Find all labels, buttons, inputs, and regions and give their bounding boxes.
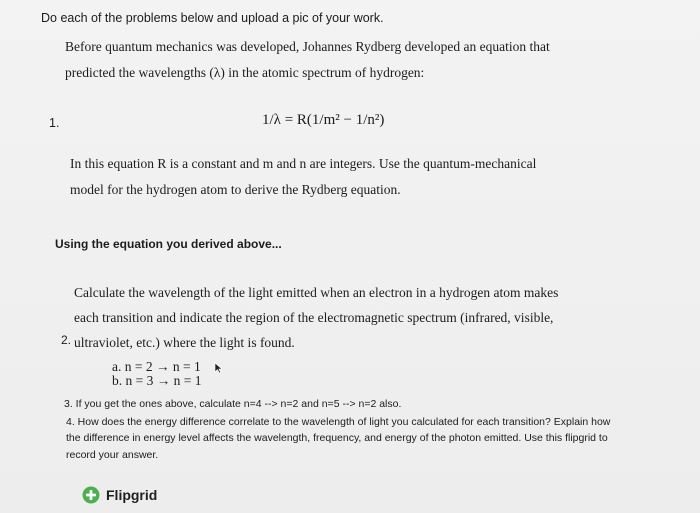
problem2-number: 2. <box>61 333 72 347</box>
problem4-line2: the difference in energy level affects the wavelength, frequency, and energy of the photon emitted. Use this flipgrid to <box>66 432 608 444</box>
problem1-body-line2: model for the hydrogen atom to derive the Rydberg equation. <box>70 182 401 197</box>
section-heading: Using the equation you derived above... <box>55 237 282 251</box>
problem2-line3: ultraviolet, etc.) where the light is found. <box>74 335 295 350</box>
problem4-line1: 4. How does the energy difference correlate to the wavelength of light you calculated for each transition? Explain how <box>66 416 611 428</box>
problem1-intro-line2: predicted the wavelengths (λ) in the atomic spectrum of hydrogen: <box>65 65 425 80</box>
transition-a: a. n = 2 → n = 1 <box>112 359 201 374</box>
flipgrid-label: Flipgrid <box>106 487 158 503</box>
problem2-line1: Calculate the wavelength of the light emitted when an electron in a hydrogen atom makes <box>74 285 559 300</box>
instructions-heading: Do each of the problems below and upload a pic of your work. <box>41 11 384 25</box>
problem4-line3: record your answer. <box>66 449 159 461</box>
problem3-text: 3. If you get the ones above, calculate n=4 --> n=2 and n=5 --> n=2 also. <box>64 398 402 410</box>
flipgrid-link[interactable] <box>82 486 157 504</box>
problem2-line2: each transition and indicate the region of the electromagnetic spectrum (infrared, visible, <box>74 310 554 325</box>
rydberg-equation: 1/λ = R(1/m² − 1/n²) <box>262 112 385 128</box>
mouse-pointer-icon <box>213 362 225 374</box>
problem1-number: 1. <box>49 116 60 130</box>
transition-b: b. n = 3 → n = 1 <box>112 373 202 388</box>
problem1-body-line1: In this equation R is a constant and m and n are integers. Use the quantum-mechanical <box>70 156 537 171</box>
problem1-intro-line1: Before quantum mechanics was developed, Johannes Rydberg developed an equation that <box>65 39 550 54</box>
flipgrid-plus-icon <box>82 486 100 504</box>
